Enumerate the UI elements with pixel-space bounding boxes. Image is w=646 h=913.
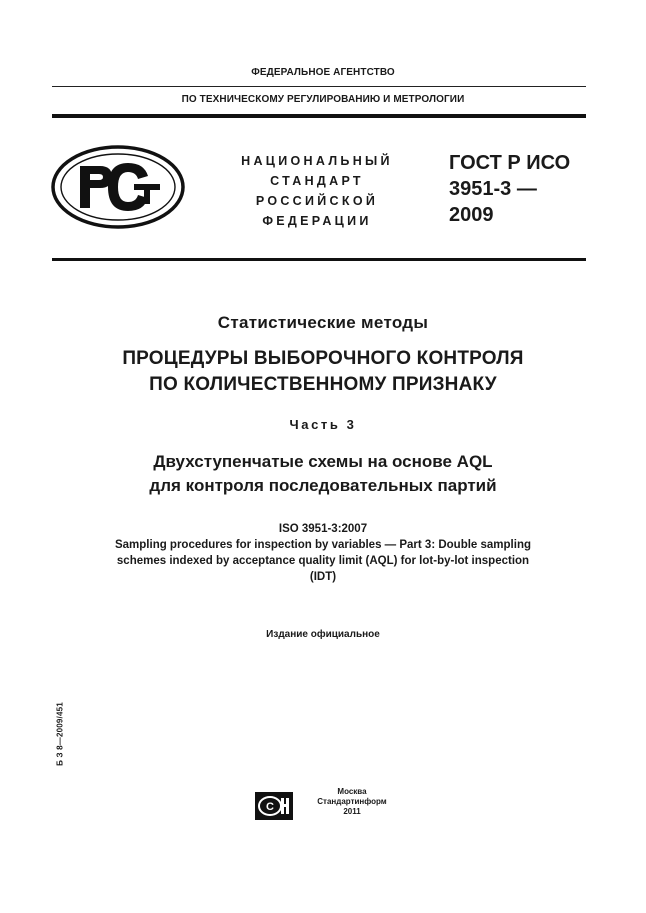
publisher-year: 2011 (343, 807, 361, 816)
category-title: Статистические методы (217, 313, 429, 332)
subtitle-line: Двухступенчатые схемы на основе AQL (153, 452, 493, 471)
svg-text:С: С (266, 801, 274, 813)
subtitle-line: для контроля последовательных партий (149, 476, 497, 495)
agency-name-line1: ФЕДЕРАЛЬНОЕ АГЕНТСТВО (251, 67, 395, 78)
main-title-line: ПО КОЛИЧЕСТВЕННОМУ ПРИЗНАКУ (149, 374, 497, 395)
side-code: Б З 8—2009/451 (55, 702, 65, 766)
designation-line: ГОСТ Р ИСО (449, 152, 571, 174)
agency-name-line2: ПО ТЕХНИЧЕСКОМУ РЕГУЛИРОВАНИЮ И МЕТРОЛОГИИ (181, 94, 465, 105)
national-standard-label (222, 151, 412, 231)
iso-english-title-line: schemes indexed by acceptance quality limit (AQL) for lot-by-lot inspection (116, 555, 530, 567)
designation-line: 3951-3 — (449, 178, 537, 200)
publisher-name: Стандартинформ (317, 797, 387, 806)
edition-label: Издание официальное (266, 629, 380, 640)
national-line: НАЦИОНАЛЬНЫЙ (241, 154, 393, 168)
standartinform-logo-icon (255, 792, 293, 820)
publisher-city: Москва (337, 787, 367, 796)
subtitle (0, 450, 646, 498)
header-divider (52, 86, 586, 87)
national-line: РОССИЙСКОЙ (255, 194, 379, 208)
header-thick-rule (52, 114, 586, 118)
national-line: ФЕДЕРАЦИИ (262, 214, 372, 228)
publisher-info (302, 787, 402, 817)
designation-line: 2009 (449, 204, 494, 226)
standard-block-rule (52, 258, 586, 261)
gost-logo-icon (50, 144, 186, 230)
part-label: Часть 3 (289, 417, 357, 432)
main-title (0, 346, 646, 398)
main-title-line: ПРОЦЕДУРЫ ВЫБОРОЧНОГО КОНТРОЛЯ (122, 348, 524, 369)
iso-reference: ISO 3951-3:2007 (278, 523, 368, 535)
iso-english-title-line: Sampling procedures for inspection by variables — Part 3: Double sampling (114, 539, 531, 551)
iso-english-title-line: (IDT) (309, 571, 337, 583)
iso-reference-block (40, 521, 606, 585)
standard-designation (449, 150, 599, 228)
national-line: СТАНДАРТ (270, 174, 364, 188)
